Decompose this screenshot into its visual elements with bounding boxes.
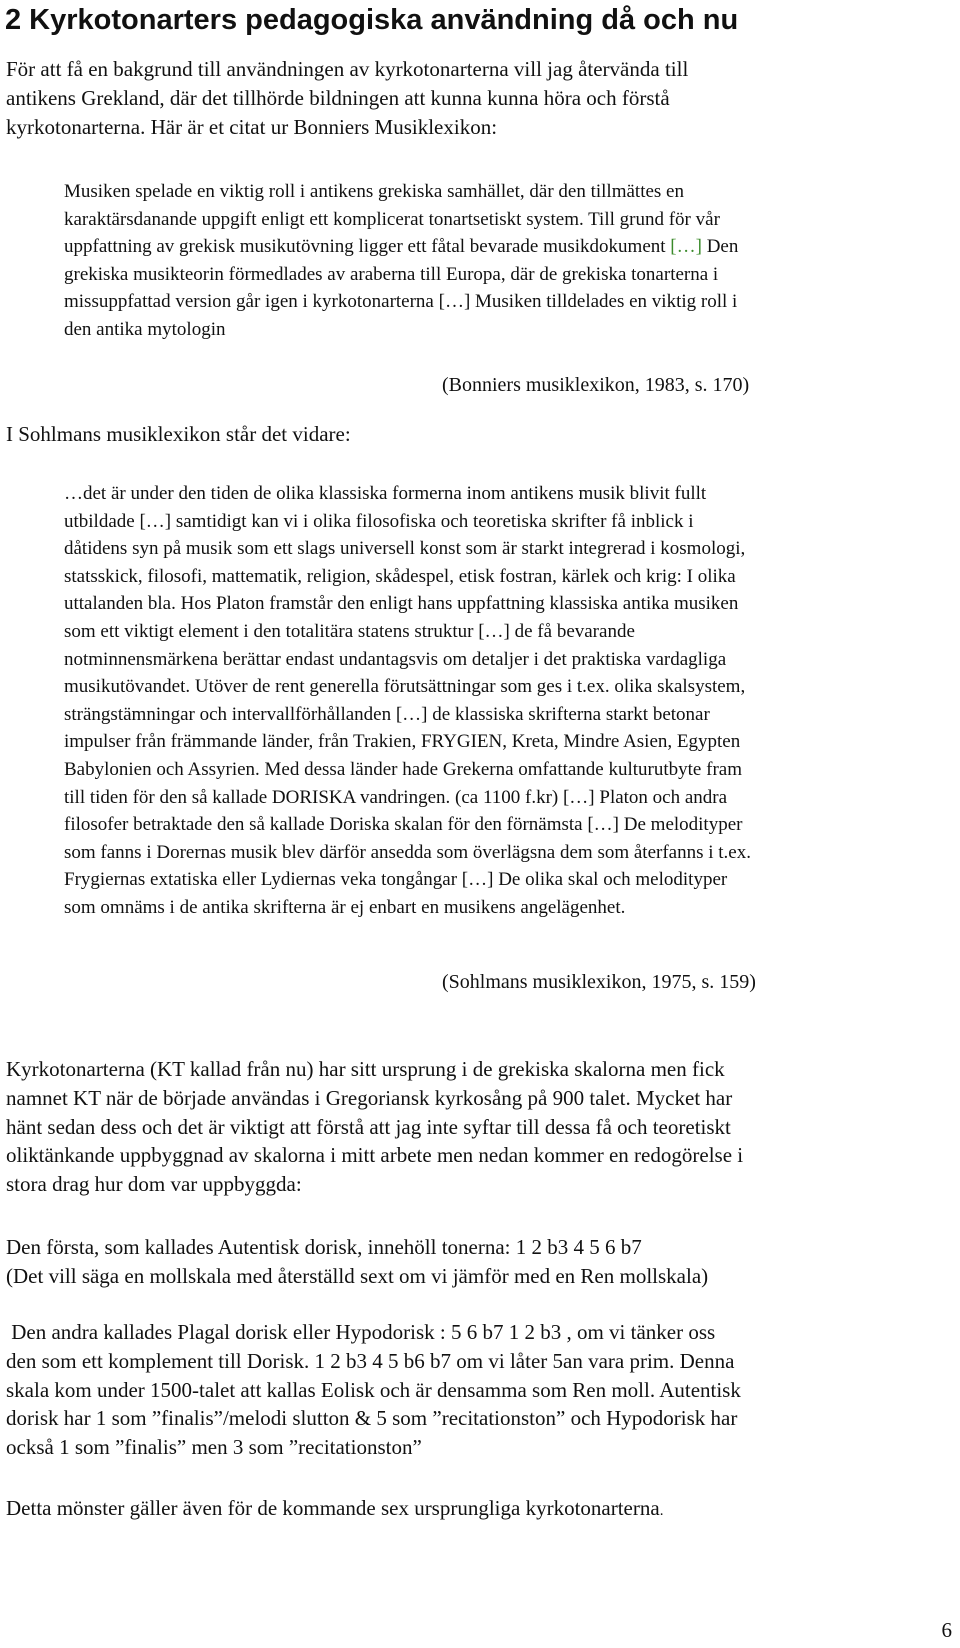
hypodorian-line: den som ett komplement till Dorisk. 1 2 b3 4 5 b6 b7 om vi låter 5an vara prim. Denna [6,1348,735,1373]
quote2-line: som fanns i Dorernas musik blev därför ansedda som överlägsna dem som återfanns i t.ex. [64,841,751,863]
final-line [6,1494,663,1526]
kt-line: stora drag hur dom var uppbyggda: [6,1172,302,1197]
hypodorian-line: dorisk har 1 som ”finalis”/melodi slutton & 5 som ”recitationston” och Hypodorisk har [6,1406,738,1431]
quote2-line: musikutövandet. Utöver de rent generella förutsättningar som ges i t.ex. olika skalsystem, [64,676,746,698]
kt-line: Kyrkotonarterna (KT kallad från nu) har sitt ursprung i de grekiska skalorna men fick [6,1057,725,1081]
kt-line: oliktänkande uppbyggnad av skalorna i mitt arbete men nedan kommer en redogörelse i [6,1143,744,1168]
sohlmans-quote [64,480,949,922]
page-number: 6 [941,1618,952,1642]
dorian-line: (Det vill säga en mollskala med återställd sext om vi jämför med en Ren mollskala) [6,1263,709,1288]
bonniers-quote [64,178,949,344]
quote2-line: uttalanden bla. Hos Platon framstår den enligt hans uppfattning klassiska antika musiken [64,593,739,615]
intro-line-3: kyrkotonarterna. Här är et citat ur Bonniers Musiklexikon: [6,114,498,139]
hypodorian-line: Den andra kallades Plagal dorisk eller Hypodorisk : 5 6 b7 1 2 b3 , om vi tänker oss [6,1320,716,1344]
quote1-line-3a: uppfattning av grekisk musikutövning ligger ett fåtal bevarade musikdokument [64,236,671,258]
quote2-line: till tiden för den så kallade DORISKA vandringen. (ca 1100 f.kr) […] Platon och andra [64,786,728,808]
dorian-paragraph [6,1233,708,1291]
kt-line: namnet KT när de började användas i Gregoriansk kyrkosång på 900 talet. Mycket har [6,1085,733,1110]
quote1-line-6: den antika mytologin [64,318,226,340]
quote1-line-4: grekiska musikteorin förmedlades av araberna till Europa, där de grekiska tonarterna i [64,263,719,285]
final-line-period: . [659,1503,664,1519]
hypodorian-paragraph [6,1318,741,1462]
quote2-line: filosofer betraktade den så kallade Doriska skalan för den förnämsta […] De melodityper [64,814,743,836]
quote2-line: impulser från främmande länder, från Trakien, FRYGIEN, Kreta, Mindre Asien, Egypten [64,731,741,753]
quote2-line: Babylonien och Assyrien. Med dessa länder hade Grekerna omfattande kulturutbyte fram [64,758,742,780]
quote2-line: statsskick, filosofi, mattematik, religion, skådespel, etisk fostran, kärlek och krig: I olika [64,565,736,587]
sohlmans-citation: (Sohlmans musiklexikon, 1975, s. 159) [442,971,756,993]
section-heading: 2 Kyrkotonarters pedagogiska användning då och nu [5,4,739,36]
quote1-line-3b: Den [701,236,739,258]
quote2-line: …det är under den tiden de olika klassiska formerna inom antikens musik blivit fullt [64,483,707,504]
kt-line: hänt sedan dess och det är viktigt att förstå att jag inte syftar till dessa få och teoretiskt [6,1114,731,1139]
dorian-line: Den första, som kallades Autentisk dorisk, innehöll tonerna: 1 2 b3 4 5 6 b7 [6,1235,642,1259]
quote2-line: som omnäms i de antika skrifterna är ej enbart en musikens angelägenhet. [64,896,626,918]
quote2-line: utbildade […] samtidigt kan vi i olika filosofiska och teoretiska skrifter få inblick i [64,510,694,532]
hypodorian-line: också 1 som ”finalis” men 3 som ”recitationston” [6,1435,422,1460]
quote2-line: Frygiernas extatiska eller Lydiernas veka tongångar […] De olika skal och melodityper [64,869,728,891]
sohlmans-intro: I Sohlmans musiklexikon står det vidare: [6,422,351,446]
bonniers-citation: (Bonniers musiklexikon, 1983, s. 170) [442,374,750,396]
quote2-line: strängstämningar och intervallförhållanden […] de klassiska skrifterna starkt betonar [64,703,710,725]
quote2-line: dåtidens syn på musik som ett slags universell konst som är starkt integrerad i kosmologi, [64,538,746,560]
hypodorian-line: skala kom under 1500-talet att kallas Eolisk och är densamma som Ren moll. Autentisk [6,1377,741,1402]
kt-paragraph [6,1055,743,1199]
quote1-line-5: missuppfattad version går igen i kyrkotonarterna […] Musiken tilldelades en viktig roll i [64,291,738,313]
quote2-line: som ett viktigt element i den totalitära statens struktur […] de få bevarande [64,620,635,642]
quote1-ellipsis-bracket: […] [670,236,702,258]
final-line-text: Detta mönster gäller även för de kommande sex ursprungliga kyrkotonarterna [6,1496,660,1520]
quote2-line: notminnensmärkena berättar endast undantagsvis om detaljer i det praktiska vardagliga [64,648,727,670]
intro-line-1: För att få en bakgrund till användningen av kyrkotonarterna vill jag återvända till [6,57,689,81]
intro-paragraph [6,55,688,141]
quote1-line-2: karaktärsdanande uppgift enligt ett komplicerat tonartsetiskt system. Till grund för vår [64,208,720,230]
quote1-line-1: Musiken spelade en viktig roll i antikens grekiska samhället, där den tillmättes en [64,181,684,202]
intro-line-2: antikens Grekland, där det tillhörde bildningen att kunna kunna höra och förstå [6,85,670,110]
